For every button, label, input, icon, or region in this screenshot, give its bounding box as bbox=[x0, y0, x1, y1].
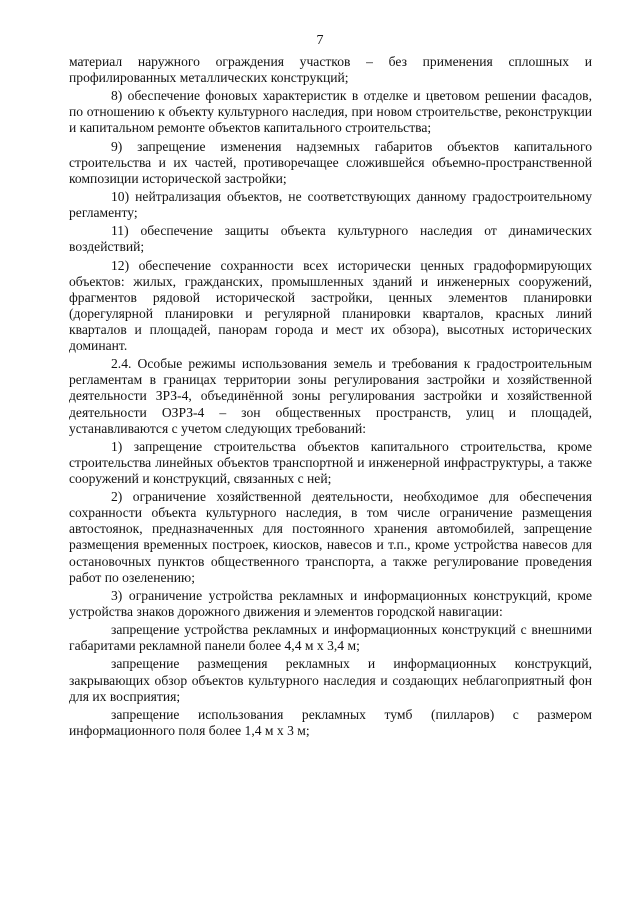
paragraph-fence-material: материал наружного ограждения участков – без применения сплошных и профилированных металлических конструкций; bbox=[69, 54, 592, 86]
paragraph-section-2-4: 2.4. Особые режимы использования земель и требования к градостроительным регламентам в границах территории зоны регулирования застройки и хозяйственной деятельности ЗРЗ-4, объединённой зоны регулирования застройки и хозяйственной деятельности ОЗРЗ-4 – зон общественных пространств, улиц и площадей, устанавливаются с учетом следующих требований: bbox=[69, 356, 592, 436]
paragraph-item-9: 9) запрещение изменения надземных габаритов объектов капитального строительства и их частей, противоречащее сложившейся объемно-пространственной композиции исторической застройки; bbox=[69, 138, 592, 186]
paragraph-item-8: 8) обеспечение фоновых характеристик в отделке и цветовом решении фасадов, по отношению к объекту культурного наследия, при новом строительстве, реконструкции и капитальном ремонте объектов капитального строительства; bbox=[69, 88, 592, 136]
paragraph-item-12: 12) обеспечение сохранности всех исторически ценных градоформирующих объектов: жилых, гражданских, промышленных зданий и инженерных сооружений, фрагментов рядовой исторической застройки, ценных элементов планировки (дорегулярной планировки и регулярной планировки кварталов, красных линий кварталов и площадей, панорам города и мест их обзора), высотных исторических доминант. bbox=[69, 257, 592, 354]
paragraph-ad-pillars: запрещение использования рекламных тумб (пилларов) с размером информационного поля более 1,4 м х 3 м; bbox=[69, 706, 592, 738]
paragraph-ad-view-block: запрещение размещения рекламных и информационных конструкций, закрывающих обзор объектов культурного наследия и создающих неблагоприятный фон для их восприятия; bbox=[69, 656, 592, 704]
paragraph-item-11: 11) обеспечение защиты объекта культурного наследия от динамических воздействий; bbox=[69, 223, 592, 255]
paragraph-requirement-3: 3) ограничение устройства рекламных и информационных конструкций, кроме устройства знаков дорожного движения и элементов городской навигации: bbox=[69, 587, 592, 619]
paragraph-requirement-2: 2) ограничение хозяйственной деятельности, необходимое для обеспечения сохранности объекта культурного наследия, в том числе ограничение размещения автостоянок, предназначенных для постоянного хранения автомобилей, запрещение размещения временных построек, киосков, навесов и т.п., кроме устройства навесов для остановочных пунктов общественного транспорта, а также регулирование проведения работ по озеленению; bbox=[69, 489, 592, 585]
paragraph-item-10: 10) нейтрализация объектов, не соответствующих данному градостроительному регламенту; bbox=[69, 189, 592, 221]
paragraph-ad-size-limit: запрещение устройства рекламных и информационных конструкций с внешними габаритами рекламной панели более 4,4 м х 3,4 м; bbox=[69, 622, 592, 654]
document-body bbox=[69, 54, 592, 741]
paragraph-requirement-1: 1) запрещение строительства объектов капитального строительства, кроме строительства линейных объектов транспортной и инженерной инфраструктуры, а также сооружений и конструкций, связанных с ней; bbox=[69, 438, 592, 486]
page-number: 7 bbox=[316, 33, 324, 48]
